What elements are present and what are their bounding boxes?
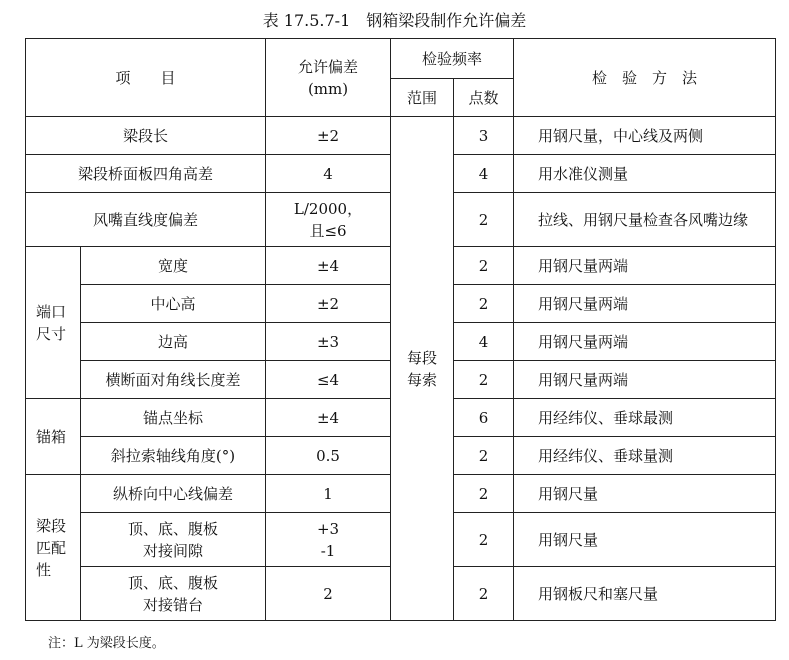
item-cell: 中心高 bbox=[81, 285, 266, 323]
item-cell: 风嘴直线度偏差 bbox=[26, 193, 266, 247]
method-cell: 拉线、用钢尺量检查各风嘴边缘 bbox=[514, 193, 776, 247]
group-label-line: 锚箱 bbox=[36, 427, 67, 446]
item-cell bbox=[81, 513, 266, 567]
group-label-port bbox=[26, 247, 81, 399]
item-line: 顶、底、腹板 bbox=[128, 519, 219, 538]
group-label-line: 匹配 bbox=[36, 538, 67, 557]
method-cell: 用经纬仪、垂球量测 bbox=[514, 437, 776, 475]
header-scope: 范围 bbox=[391, 79, 454, 117]
header-points: 点数 bbox=[454, 79, 514, 117]
group-label-line: 端口 bbox=[36, 302, 67, 321]
points-cell: 2 bbox=[454, 247, 514, 285]
item-cell: 梁段桥面板四角高差 bbox=[26, 155, 266, 193]
item-cell: 边高 bbox=[81, 323, 266, 361]
tolerance-cell bbox=[266, 513, 391, 567]
points-cell: 2 bbox=[454, 513, 514, 567]
group-label-line: 尺寸 bbox=[36, 324, 67, 343]
tolerance-line: +3 bbox=[316, 519, 340, 538]
points-cell: 4 bbox=[454, 323, 514, 361]
item-cell: 宽度 bbox=[81, 247, 266, 285]
tolerance-table bbox=[25, 38, 776, 621]
item-cell: 斜拉索轴线角度(°) bbox=[81, 437, 266, 475]
header-row bbox=[26, 39, 776, 79]
tolerance-cell: 2 bbox=[266, 567, 391, 621]
header-tolerance bbox=[266, 39, 391, 117]
item-line: 顶、底、腹板 bbox=[128, 573, 219, 592]
tolerance-line: L/2000， bbox=[293, 199, 363, 218]
points-cell: 2 bbox=[454, 437, 514, 475]
tolerance-line: -1 bbox=[320, 541, 336, 560]
item-cell bbox=[81, 567, 266, 621]
header-item: 项 目 bbox=[26, 39, 266, 117]
points-cell: 2 bbox=[454, 285, 514, 323]
method-cell: 用钢尺量 bbox=[514, 513, 776, 567]
method-cell: 用钢尺量两端 bbox=[514, 247, 776, 285]
header-frequency: 检验频率 bbox=[391, 39, 514, 79]
method-cell: 用钢板尺和塞尺量 bbox=[514, 567, 776, 621]
item-line: 对接错台 bbox=[143, 595, 204, 614]
points-cell: 2 bbox=[454, 475, 514, 513]
item-cell: 梁段长 bbox=[26, 117, 266, 155]
item-line: 对接间隙 bbox=[143, 541, 204, 560]
header-tolerance-label: 允许偏差 bbox=[298, 57, 359, 76]
points-cell: 2 bbox=[454, 193, 514, 247]
points-cell: 3 bbox=[454, 117, 514, 155]
method-cell: 用钢尺量两端 bbox=[514, 323, 776, 361]
method-cell: 用钢尺量，中心线及两侧 bbox=[514, 117, 776, 155]
tolerance-cell bbox=[266, 193, 391, 247]
scope-cell bbox=[391, 117, 454, 621]
group-label-line: 性 bbox=[36, 560, 52, 579]
item-cell: 锚点坐标 bbox=[81, 399, 266, 437]
table-note: 注：L 为梁段长度。 bbox=[48, 636, 165, 651]
header-method: 检 验 方 法 bbox=[514, 39, 776, 117]
method-cell: 用钢尺量 bbox=[514, 475, 776, 513]
group-label-matching bbox=[26, 475, 81, 621]
method-cell: 用水准仪测量 bbox=[514, 155, 776, 193]
scope-line: 每索 bbox=[407, 370, 438, 389]
tolerance-cell: ±2 bbox=[266, 117, 391, 155]
header-tolerance-unit: (mm) bbox=[307, 79, 349, 98]
item-cell: 横断面对角线长度差 bbox=[81, 361, 266, 399]
points-cell: 2 bbox=[454, 361, 514, 399]
group-label-line: 梁段 bbox=[36, 516, 67, 535]
table-row bbox=[26, 117, 776, 155]
tolerance-cell: ≤4 bbox=[266, 361, 391, 399]
tolerance-cell: ±2 bbox=[266, 285, 391, 323]
scope-line: 每段 bbox=[407, 348, 438, 367]
tolerance-line: 且≤6 bbox=[309, 221, 347, 240]
points-cell: 4 bbox=[454, 155, 514, 193]
tolerance-cell: ±4 bbox=[266, 399, 391, 437]
tolerance-cell: ±4 bbox=[266, 247, 391, 285]
tolerance-cell: 1 bbox=[266, 475, 391, 513]
item-cell: 纵桥向中心线偏差 bbox=[81, 475, 266, 513]
points-cell: 6 bbox=[454, 399, 514, 437]
points-cell: 2 bbox=[454, 567, 514, 621]
tolerance-cell: 0.5 bbox=[266, 437, 391, 475]
method-cell: 用钢尺量两端 bbox=[514, 285, 776, 323]
group-label-anchor bbox=[26, 399, 81, 475]
method-cell: 用钢尺量两端 bbox=[514, 361, 776, 399]
tolerance-cell: ±3 bbox=[266, 323, 391, 361]
tolerance-cell: 4 bbox=[266, 155, 391, 193]
method-cell: 用经纬仪、垂球最测 bbox=[514, 399, 776, 437]
table-title: 表 17.5.7-1 钢箱梁段制作允许偏差 bbox=[262, 11, 527, 30]
